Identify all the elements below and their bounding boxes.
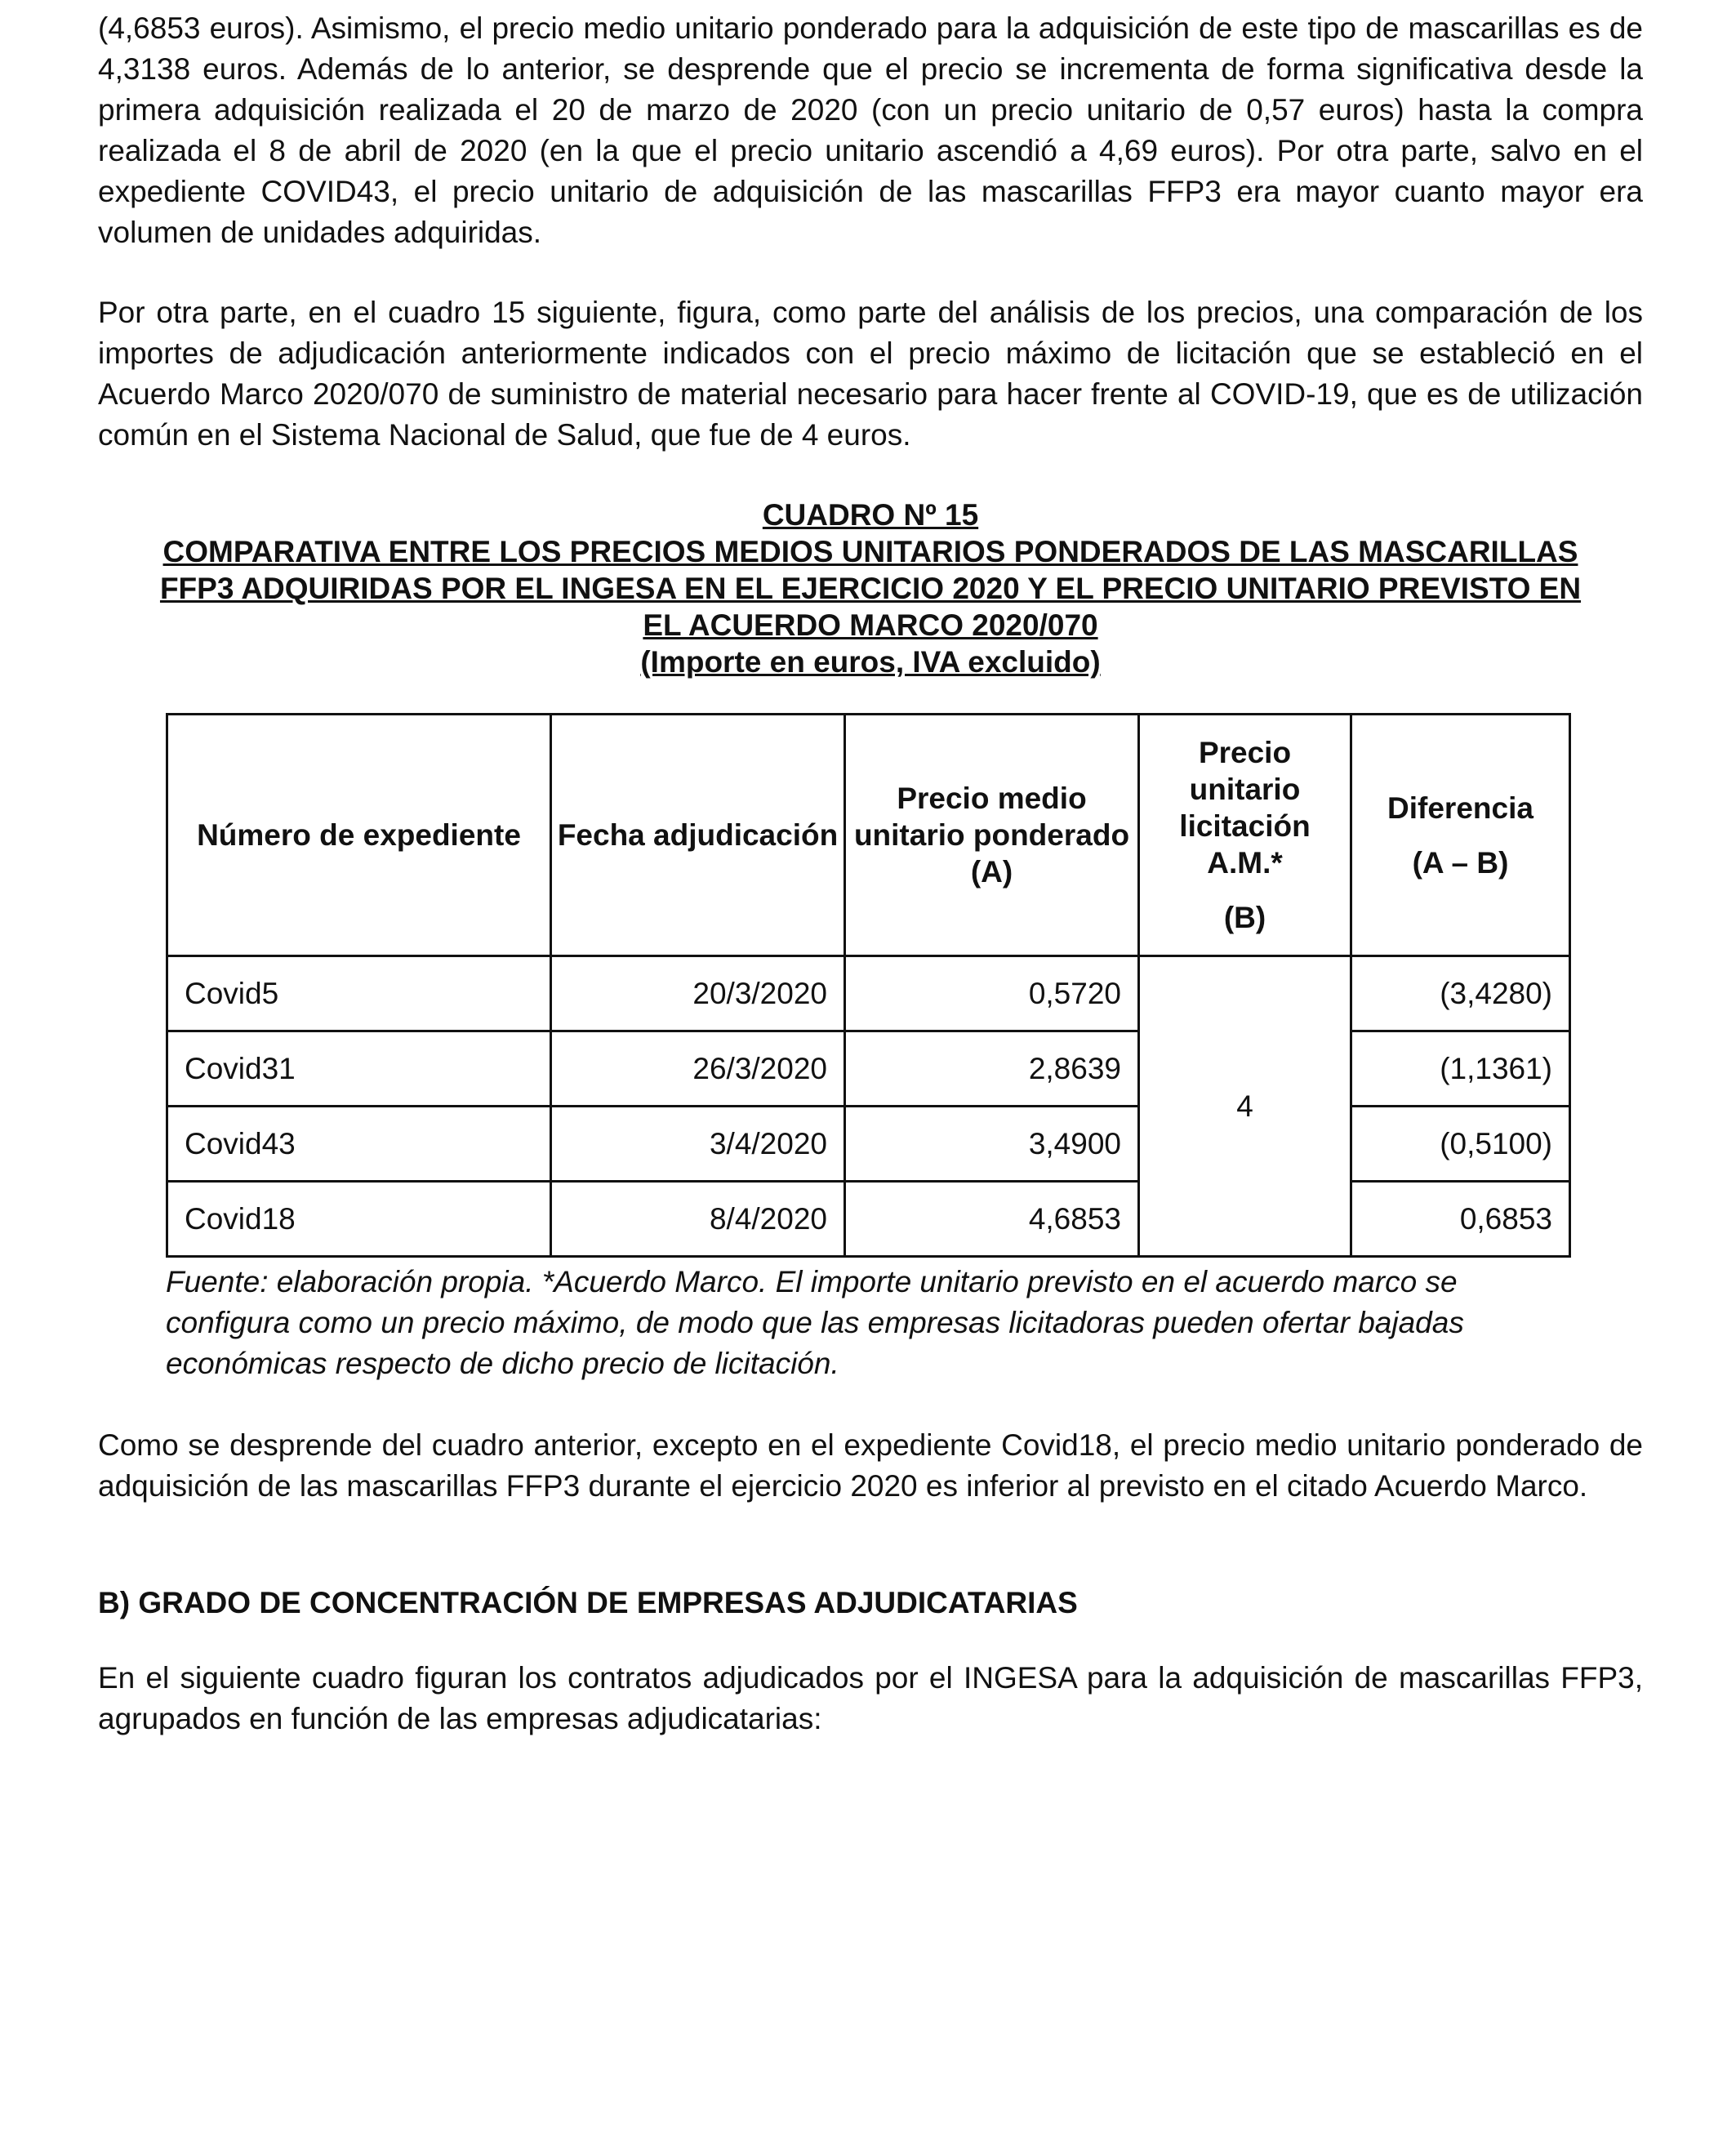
header-precio-b-sub: (B) (1223, 901, 1266, 934)
header-expediente: Número de expediente (167, 715, 551, 956)
cell-expediente: Covid31 (167, 1031, 551, 1107)
table-row (167, 1031, 1570, 1107)
cell-precio-a: 4,6853 (845, 1182, 1139, 1257)
header-diferencia (1351, 715, 1570, 956)
cell-fecha: 8/4/2020 (551, 1182, 845, 1257)
table-header-row (167, 715, 1570, 956)
table-title-line: FFP3 ADQUIRIDAS POR EL INGESA EN EL EJERCICIO 2020 Y EL PRECIO UNITARIO PREVISTO EN (159, 572, 1582, 605)
cell-precio-a: 2,8639 (845, 1031, 1139, 1107)
section-heading: B) GRADO DE CONCENTRACIÓN DE EMPRESAS ADJUDICATARIAS (98, 1586, 1078, 1619)
header-fecha: Fecha adjudicación (551, 715, 845, 956)
table-row (167, 956, 1570, 1031)
paragraph-next-table-intro: En el siguiente cuadro figuran los contratos adjudicados por el INGESA para la adquisición de mascarillas FFP3, agrupados en función de las empresas adjudicatarias: (98, 1661, 1643, 1735)
price-comparison-table (166, 713, 1571, 1258)
header-precio-b (1139, 715, 1351, 956)
table-title-number: CUADRO Nº 15 (762, 498, 979, 532)
table-title-line: COMPARATIVA ENTRE LOS PRECIOS MEDIOS UNITARIOS PONDERADOS DE LAS MASCARILLAS (162, 535, 1578, 568)
header-precio-a: Precio medio unitario ponderado (A) (845, 715, 1139, 956)
cell-fecha: 26/3/2020 (551, 1031, 845, 1107)
paragraph-price-evolution: (4,6853 euros). Asimismo, el precio medio unitario ponderado para la adquisición de este tipo de mascarillas es de 4,3138 euros. Además de lo anterior, se desprende que el precio se incrementa de forma significativa desde la primera adquisición realizada el 20 de marzo de 2020 (con un precio unitario de 0,57 euros) hasta la compra realizada el 8 de abril de 2020 (en la que el precio unitario ascendió a 4,69 euros). Por otra parte, salvo en el expediente COVID43, el precio unitario de adquisición de las mascarillas FFP3 era mayor cuanto mayor era volumen de unidades adquiridas. (98, 11, 1643, 249)
table-title (98, 497, 1643, 680)
cell-diferencia: (0,5100) (1351, 1107, 1570, 1182)
paragraph-comparison-intro: Por otra parte, en el cuadro 15 siguiente, figura, como parte del análisis de los precios, una comparación de los importes de adjudicación anteriormente indicados con el precio máximo de licitación que se estableció en el Acuerdo Marco 2020/070 de suministro de material necesario para hacer frente al COVID-19, que es de utilización común en el Sistema Nacional de Salud, que fue de 4 euros. (98, 296, 1643, 452)
table-row (167, 1182, 1570, 1257)
cell-diferencia: (3,4280) (1351, 956, 1570, 1031)
cell-diferencia: 0,6853 (1351, 1182, 1570, 1257)
cell-expediente: Covid18 (167, 1182, 551, 1257)
table-title-line: EL ACUERDO MARCO 2020/070 (643, 608, 1098, 642)
cell-expediente: Covid5 (167, 956, 551, 1031)
cell-precio-a: 0,5720 (845, 956, 1139, 1031)
cell-precio-a: 3,4900 (845, 1107, 1139, 1182)
paragraph-conclusion: Como se desprende del cuadro anterior, excepto en el expediente Covid18, el precio medio unitario ponderado de adquisición de las mascarillas FFP3 durante el ejercicio 2020 es inferior al previsto en el citado Acuerdo Marco. (98, 1428, 1643, 1503)
cell-precio-b: 4 (1139, 956, 1351, 1257)
table-title-units: (Importe en euros, IVA excluido) (640, 645, 1101, 679)
header-diferencia-label: Diferencia (1387, 791, 1533, 825)
cell-diferencia: (1,1361) (1351, 1031, 1570, 1107)
table-source-note: Fuente: elaboración propia. *Acuerdo Marco. El importe unitario previsto en el acuerdo marco se configura como un precio máximo, de modo que las empresas licitadoras pueden ofertar bajadas económicas respecto de dicho precio de licitación. (166, 1265, 1464, 1380)
table-row (167, 1107, 1570, 1182)
header-precio-b-label: Precio unitario licitación A.M.* (1179, 736, 1311, 880)
header-diferencia-sub: (A – B) (1412, 845, 1509, 880)
cell-fecha: 3/4/2020 (551, 1107, 845, 1182)
cell-fecha: 20/3/2020 (551, 956, 845, 1031)
cell-expediente: Covid43 (167, 1107, 551, 1182)
